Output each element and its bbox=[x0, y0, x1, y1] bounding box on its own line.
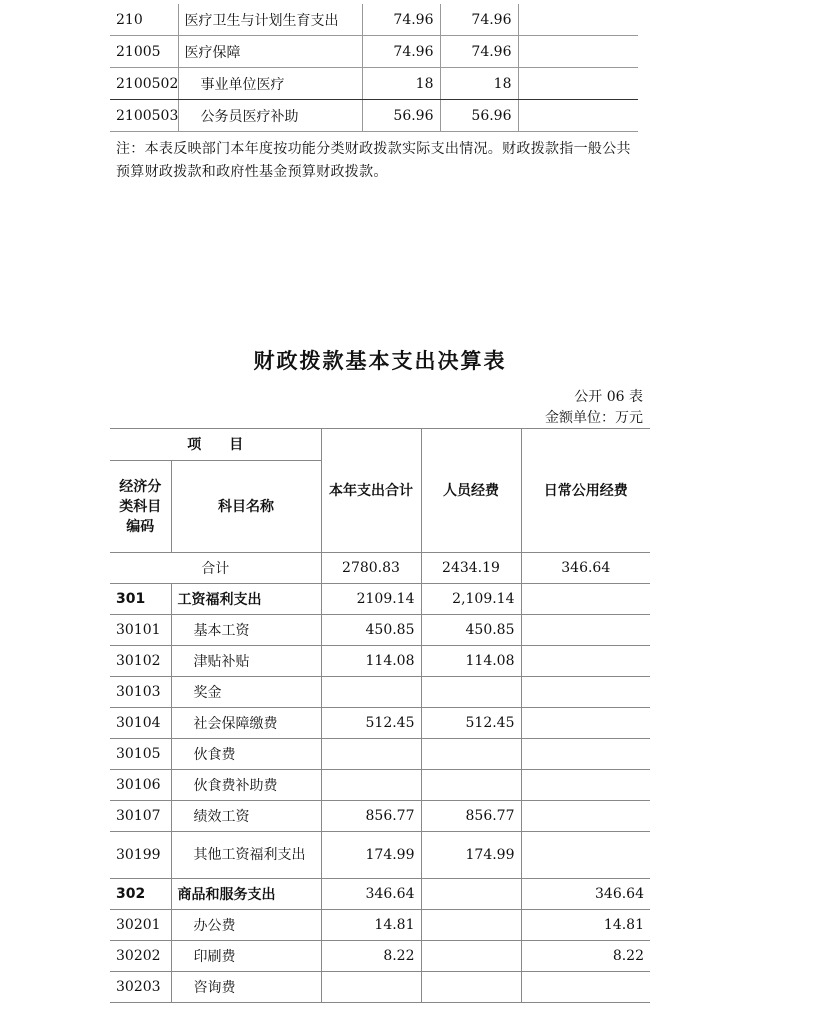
prev-basic-cell: 74.96 bbox=[440, 36, 518, 68]
prev-total-cell: 56.96 bbox=[362, 100, 440, 132]
table-row bbox=[110, 708, 650, 739]
personnel-cell: 512.45 bbox=[421, 708, 521, 739]
name-cell: 伙食费 bbox=[171, 739, 321, 770]
basic-expenditure-table bbox=[110, 428, 650, 1003]
total-cell bbox=[321, 677, 421, 708]
name-cell: 印刷费 bbox=[171, 941, 321, 972]
total-cell: 174.99 bbox=[321, 832, 421, 879]
code-cell: 30101 bbox=[110, 615, 171, 646]
prev-code-cell: 2100503 bbox=[110, 100, 178, 132]
total-cell: 450.85 bbox=[321, 615, 421, 646]
personnel-cell: 114.08 bbox=[421, 646, 521, 677]
prev-total-cell: 74.96 bbox=[362, 36, 440, 68]
public-cell: 8.22 bbox=[521, 941, 650, 972]
personnel-cell bbox=[421, 677, 521, 708]
prev-name-cell: 医疗保障 bbox=[178, 36, 362, 68]
name-cell: 奖金 bbox=[171, 677, 321, 708]
prev-name-cell: 医疗卫生与计划生育支出 bbox=[178, 4, 362, 36]
name-cell: 咨询费 bbox=[171, 972, 321, 1003]
header-public: 日常公用经费 bbox=[521, 429, 650, 553]
page-title: 财政拨款基本支出决算表 bbox=[253, 349, 507, 373]
personnel-cell: 174.99 bbox=[421, 832, 521, 879]
public-cell bbox=[521, 615, 650, 646]
total-cell bbox=[321, 972, 421, 1003]
public-cell bbox=[521, 801, 650, 832]
public-cell: 14.81 bbox=[521, 910, 650, 941]
total-cell: 8.22 bbox=[321, 941, 421, 972]
code-cell: 302 bbox=[110, 879, 171, 910]
form-number: 公开 06 表 bbox=[574, 389, 643, 405]
name-cell: 商品和服务支出 bbox=[171, 879, 321, 910]
code-cell: 30201 bbox=[110, 910, 171, 941]
code-cell: 30203 bbox=[110, 972, 171, 1003]
prev-basic-cell: 18 bbox=[440, 68, 518, 100]
name-cell: 基本工资 bbox=[171, 615, 321, 646]
table-row bbox=[110, 832, 650, 879]
public-cell: 346.64 bbox=[521, 879, 650, 910]
table-note: 注：本表反映部门本年度按功能分类财政拨款实际支出情况。财政拨款指一般公共预算财政拨款和政府性基金预算财政拨款。 bbox=[116, 141, 631, 180]
code-cell: 30104 bbox=[110, 708, 171, 739]
total-cell bbox=[321, 739, 421, 770]
total-amount: 2780.83 bbox=[321, 553, 421, 584]
personnel-cell bbox=[421, 941, 521, 972]
personnel-cell: 2,109.14 bbox=[421, 584, 521, 615]
prev-project-cell bbox=[518, 68, 638, 100]
code-cell: 30102 bbox=[110, 646, 171, 677]
header-name: 科目名称 bbox=[171, 461, 321, 553]
table-row bbox=[110, 646, 650, 677]
header-item: 项 目 bbox=[110, 429, 321, 461]
code-cell: 301 bbox=[110, 584, 171, 615]
code-cell: 30106 bbox=[110, 770, 171, 801]
public-cell bbox=[521, 770, 650, 801]
total-cell bbox=[321, 770, 421, 801]
prev-basic-cell: 56.96 bbox=[440, 100, 518, 132]
public-cell bbox=[521, 708, 650, 739]
personnel-cell bbox=[421, 739, 521, 770]
prev-total-cell: 74.96 bbox=[362, 4, 440, 36]
total-cell: 2109.14 bbox=[321, 584, 421, 615]
prev-project-cell bbox=[518, 4, 638, 36]
prev-project-cell bbox=[518, 100, 638, 132]
prev-code-cell: 2100502 bbox=[110, 68, 178, 100]
public-cell bbox=[521, 584, 650, 615]
code-cell: 30107 bbox=[110, 801, 171, 832]
table-row bbox=[110, 68, 638, 100]
total-cell: 14.81 bbox=[321, 910, 421, 941]
prev-code-cell: 21005 bbox=[110, 36, 178, 68]
table-row bbox=[110, 739, 650, 770]
header-code: 经济分类科目编码 bbox=[110, 461, 171, 553]
table-row bbox=[110, 615, 650, 646]
code-cell: 30202 bbox=[110, 941, 171, 972]
prev-total-cell: 18 bbox=[362, 68, 440, 100]
total-personnel: 2434.19 bbox=[421, 553, 521, 584]
code-cell: 30199 bbox=[110, 832, 171, 879]
table-row bbox=[110, 36, 638, 68]
table-row bbox=[110, 941, 650, 972]
table-row bbox=[110, 4, 638, 36]
amount-unit: 金额单位：万元 bbox=[545, 410, 643, 426]
prev-name-cell: 事业单位医疗 bbox=[178, 68, 362, 100]
total-public: 346.64 bbox=[521, 553, 650, 584]
personnel-cell bbox=[421, 879, 521, 910]
name-cell: 其他工资福利支出 bbox=[171, 832, 321, 879]
table-row bbox=[110, 770, 650, 801]
total-cell: 346.64 bbox=[321, 879, 421, 910]
prev-basic-cell: 74.96 bbox=[440, 4, 518, 36]
code-cell: 30105 bbox=[110, 739, 171, 770]
header-total: 本年支出合计 bbox=[321, 429, 421, 553]
total-cell: 512.45 bbox=[321, 708, 421, 739]
personnel-cell bbox=[421, 972, 521, 1003]
table-row bbox=[110, 584, 650, 615]
code-cell: 30103 bbox=[110, 677, 171, 708]
personnel-cell bbox=[421, 770, 521, 801]
personnel-cell bbox=[421, 910, 521, 941]
prev-code-cell: 210 bbox=[110, 4, 178, 36]
public-cell bbox=[521, 972, 650, 1003]
public-cell bbox=[521, 646, 650, 677]
prev-function-table bbox=[110, 4, 638, 132]
prev-project-cell bbox=[518, 36, 638, 68]
total-label: 合计 bbox=[110, 553, 321, 584]
personnel-cell: 856.77 bbox=[421, 801, 521, 832]
name-cell: 伙食费补助费 bbox=[171, 770, 321, 801]
header-personnel: 人员经费 bbox=[421, 429, 521, 553]
prev-name-cell: 公务员医疗补助 bbox=[178, 100, 362, 132]
name-cell: 津贴补贴 bbox=[171, 646, 321, 677]
table-row bbox=[110, 879, 650, 910]
table-row bbox=[110, 801, 650, 832]
name-cell: 工资福利支出 bbox=[171, 584, 321, 615]
total-row bbox=[110, 553, 650, 584]
table-row bbox=[110, 910, 650, 941]
total-cell: 114.08 bbox=[321, 646, 421, 677]
name-cell: 社会保障缴费 bbox=[171, 708, 321, 739]
table-row bbox=[110, 100, 638, 132]
table-row bbox=[110, 972, 650, 1003]
table-row bbox=[110, 677, 650, 708]
total-cell: 856.77 bbox=[321, 801, 421, 832]
personnel-cell: 450.85 bbox=[421, 615, 521, 646]
public-cell bbox=[521, 677, 650, 708]
name-cell: 绩效工资 bbox=[171, 801, 321, 832]
name-cell: 办公费 bbox=[171, 910, 321, 941]
public-cell bbox=[521, 739, 650, 770]
public-cell bbox=[521, 832, 650, 879]
